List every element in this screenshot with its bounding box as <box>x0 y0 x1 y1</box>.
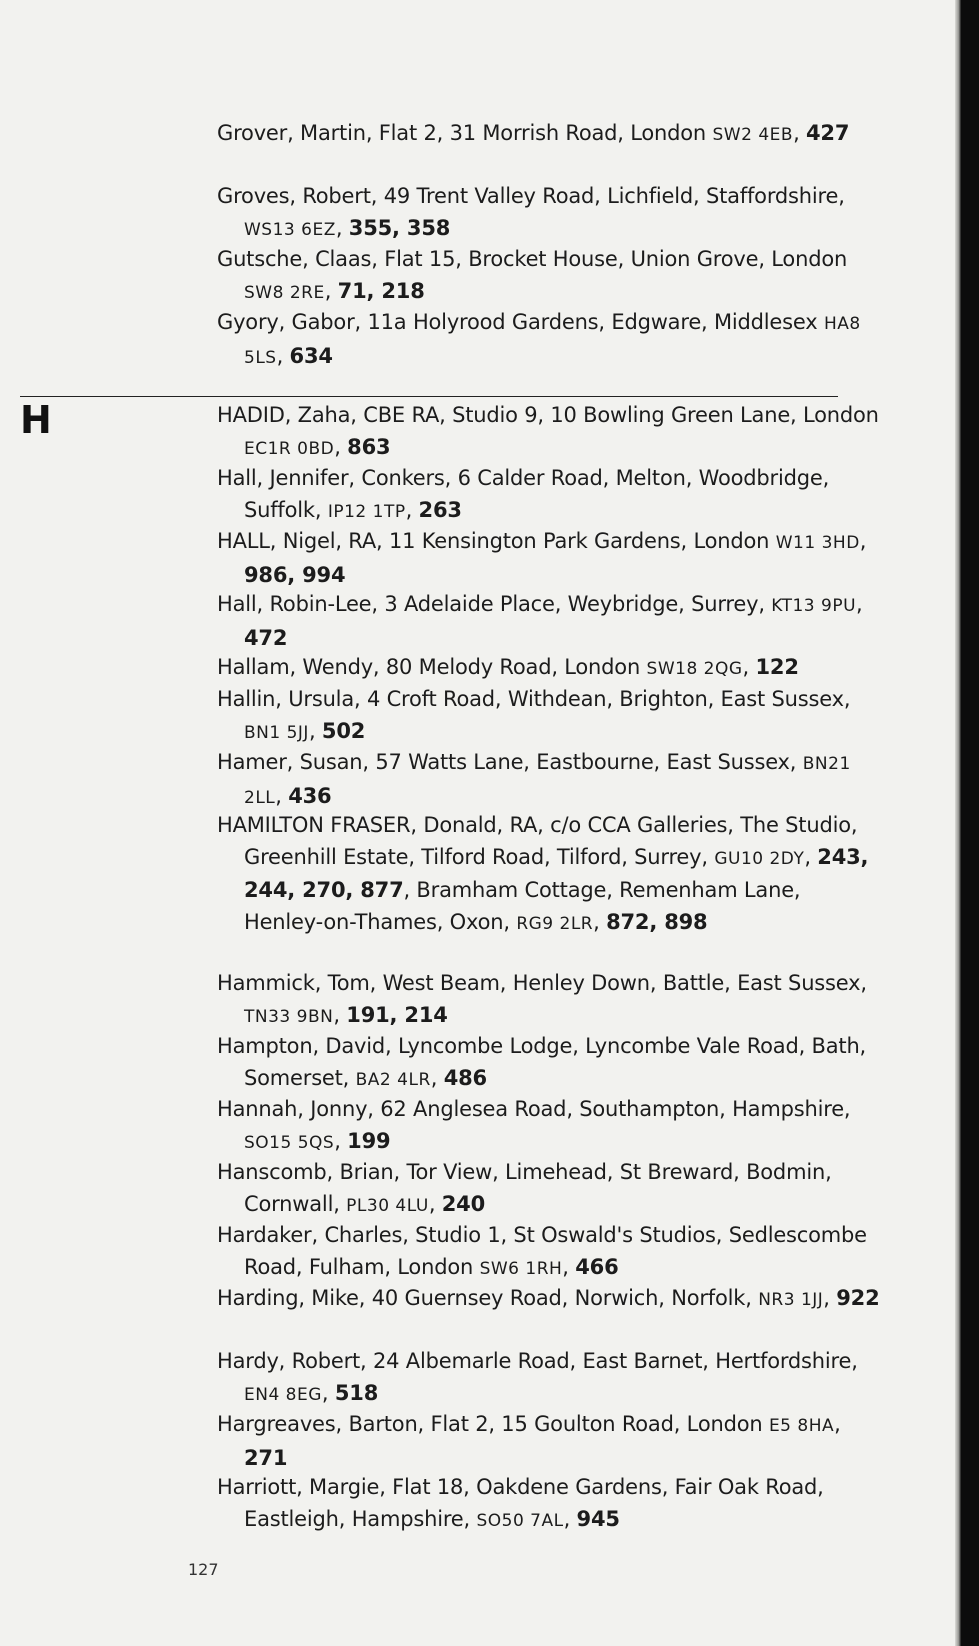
entry-separator: , <box>405 497 419 522</box>
entry-name: Harding, Mike, <box>217 1286 366 1310</box>
entry-address: RA, c/o CCA Galleries, The Studio, Greenhill Estate, Tilford Road, Tilford, Surrey, <box>244 813 858 869</box>
entry-postcode: NR3 1JJ <box>758 1290 824 1310</box>
index-entry <box>217 684 884 749</box>
entry-address: Flat 18, Oakdene Gardens, Fair Oak Road, Eastleigh, Hampshire, <box>244 1475 824 1531</box>
entry-address: Lyncombe Lodge, Lyncombe Vale Road, Bath, Somerset, <box>244 1034 867 1090</box>
entry-address: 4 Croft Road, Withdean, Brighton, East Sussex, <box>360 687 851 711</box>
entry-pages: 518 <box>334 1380 379 1405</box>
entry-second-postcode: RG9 2LR <box>516 913 594 934</box>
entry-separator: , <box>793 121 807 145</box>
entry-name: Hammick, Tom, <box>217 971 377 995</box>
entry-pages: 466 <box>575 1254 619 1279</box>
entry-address: West Beam, Henley Down, Battle, East Sussex, <box>376 971 867 995</box>
entry-pages: 191, 214 <box>346 1002 448 1027</box>
entry-address: 62 Anglesea Road, Southampton, Hampshire, <box>373 1097 851 1121</box>
entry-address: 3 Adelaide Place, Weybridge, Surrey, <box>377 592 772 616</box>
entry-separator: , <box>275 783 289 808</box>
entry-pages: 472 <box>244 625 288 650</box>
entry-postcode: BN1 5JJ <box>244 722 309 743</box>
entry-pages: 863 <box>347 434 391 459</box>
entry-pages: 240 <box>441 1191 486 1216</box>
index-entry <box>217 1472 884 1537</box>
entry-pages: 502 <box>321 718 366 743</box>
index-entry <box>217 118 884 152</box>
entry-separator: , <box>334 1128 348 1153</box>
index-entry <box>217 1346 884 1411</box>
index-entry <box>217 968 884 1033</box>
entry-address: RA, 11 Kensington Park Gardens, London <box>341 529 776 553</box>
entry-second-pages: 872, 898 <box>606 909 708 934</box>
index-entry <box>217 526 884 591</box>
entry-pages: 271 <box>244 1445 288 1470</box>
entry-name: Groves, Robert, <box>217 184 378 208</box>
entry-pages: 122 <box>755 655 799 679</box>
entry-postcode: SW8 2RE <box>244 282 325 303</box>
entry-postcode: PL30 4LU <box>346 1195 429 1216</box>
entry-postcode: W11 3HD <box>775 533 860 553</box>
entry-postcode: SW18 2QG <box>646 659 743 679</box>
entry-separator: , <box>859 529 867 553</box>
entry-separator: , <box>333 1002 347 1027</box>
entry-separator: , <box>563 1506 577 1531</box>
entry-pages: 436 <box>288 783 332 808</box>
entry-separator: , <box>593 909 607 934</box>
entry-name: Grover, Martin, <box>217 121 373 145</box>
entry-postcode: SO15 5QS <box>244 1132 335 1153</box>
entry-name: Hallin, Ursula, <box>217 687 361 711</box>
index-entry <box>217 463 884 528</box>
index-entry <box>217 1031 884 1096</box>
entry-separator: , <box>276 343 290 368</box>
entry-separator: , <box>335 215 349 240</box>
entry-postcode: BA2 4LR <box>355 1069 431 1090</box>
entry-address: Studio 1, St Oswald's Studios, Sedlescombe Road, Fulham, London <box>244 1223 867 1279</box>
entry-address: CBE RA, Studio 9, 10 Bowling Green Lane, London <box>356 403 879 427</box>
page-edge <box>955 0 961 1646</box>
entry-name: Hardaker, Charles, <box>217 1223 409 1247</box>
entry-address: 40 Guernsey Road, Norwich, Norfolk, <box>365 1286 759 1310</box>
entry-name: Harriott, Margie, <box>217 1475 386 1499</box>
entry-pages: 243, 244, 270, 877 <box>244 844 869 902</box>
entry-postcode: BN21 2LL <box>244 754 851 808</box>
entry-pages: 427 <box>806 121 850 145</box>
entry-address: 49 Trent Valley Road, Lichfield, Staffordshire, <box>377 184 845 208</box>
entry-postcode: GU10 2DY <box>714 848 805 869</box>
entry-name: HADID, Zaha, <box>217 403 357 427</box>
index-entry <box>217 1220 884 1285</box>
entry-separator: , <box>823 1286 837 1310</box>
entry-name: Hanscomb, Brian, <box>217 1160 400 1184</box>
entry-name: HAMILTON FRASER, Donald, <box>217 813 503 837</box>
entry-name: Hallam, Wendy, <box>217 655 380 679</box>
entry-postcode: SW6 1RH <box>479 1258 563 1279</box>
index-entry <box>217 244 884 309</box>
entry-address: Flat 2, 31 Morrish Road, London <box>372 121 713 145</box>
entry-pages: 486 <box>443 1065 487 1090</box>
entry-postcode: SO50 7AL <box>476 1510 564 1531</box>
entry-postcode: EN4 8EG <box>244 1384 322 1405</box>
entry-postcode: E5 8HA <box>768 1416 835 1436</box>
index-entry <box>217 1157 884 1222</box>
index-entry <box>217 747 884 814</box>
entry-address: 57 Watts Lane, Eastbourne, East Sussex, <box>368 750 803 774</box>
entry-address: 24 Albemarle Road, East Barnet, Hertfordshire, <box>366 1349 858 1373</box>
index-entry <box>217 652 884 686</box>
entry-postcode: WS13 6EZ <box>244 219 336 240</box>
entry-pages: 263 <box>418 497 462 522</box>
entry-pages: 199 <box>347 1128 391 1153</box>
entry-separator: , <box>321 1380 335 1405</box>
entry-postcode: EC1R 0BD <box>244 438 335 459</box>
index-entry <box>217 1409 884 1474</box>
entry-name: HALL, Nigel, <box>217 529 342 553</box>
entry-address: 80 Melody Road, London <box>379 655 647 679</box>
section-letter: H <box>20 398 52 442</box>
entry-postcode: HA8 5LS <box>244 314 861 368</box>
entry-postcode: SW2 4EB <box>712 125 794 145</box>
index-entry <box>217 1283 884 1317</box>
index-entry <box>217 1094 884 1159</box>
entry-separator: , <box>430 1065 444 1090</box>
entry-name: Hall, Jennifer, <box>217 466 355 490</box>
entry-name: Hannah, Jonny, <box>217 1097 374 1121</box>
entry-postcode: IP12 1TP <box>327 501 406 522</box>
index-entry <box>217 307 884 374</box>
entry-name: Hamer, Susan, <box>217 750 369 774</box>
entry-name: Gyory, Gabor, <box>217 310 361 334</box>
section-divider <box>20 396 838 397</box>
entry-name: Hardy, Robert, <box>217 1349 367 1373</box>
entry-pages: 634 <box>289 343 333 368</box>
entry-address: Conkers, 6 Calder Road, Melton, Woodbridge, Suffolk, <box>244 466 830 522</box>
entry-separator: , <box>334 434 348 459</box>
entry-address: Flat 2, 15 Goulton Road, London <box>424 1412 769 1436</box>
entry-address: Flat 15, Brocket House, Union Grove, London <box>377 247 848 271</box>
entry-separator: , <box>834 1412 841 1436</box>
entry-pages: 71, 218 <box>337 278 425 303</box>
entry-pages: 355, 358 <box>348 215 451 240</box>
entry-separator: , <box>742 655 756 679</box>
index-entry <box>217 400 884 465</box>
entry-separator: , <box>804 844 818 869</box>
entry-name: Hampton, David, <box>217 1034 392 1058</box>
entry-pages: 945 <box>576 1506 620 1531</box>
entry-pages: 986, 994 <box>244 562 346 587</box>
entry-postcode: TN33 9BN <box>244 1006 334 1027</box>
entry-second-address: , Bramham Cottage, Remenham Lane, Henley-on-Thames, Oxon, <box>244 878 801 934</box>
entry-name: Hargreaves, Barton, <box>217 1412 425 1436</box>
entry-name: Hall, Robin-Lee, <box>217 592 378 616</box>
entry-separator: , <box>562 1254 576 1279</box>
entry-separator: , <box>428 1191 442 1216</box>
index-entry <box>217 589 884 654</box>
entry-postcode: KT13 9PU <box>771 596 857 616</box>
entry-name: Gutsche, Claas, <box>217 247 378 271</box>
entry-separator: , <box>308 718 322 743</box>
entry-pages: 922 <box>836 1286 880 1310</box>
entry-address: 11a Holyrood Gardens, Edgware, Middlesex <box>361 310 824 334</box>
index-entry <box>217 181 884 246</box>
entry-address: Tor View, Limehead, St Breward, Bodmin, Cornwall, <box>244 1160 832 1216</box>
entry-separator: , <box>856 592 863 616</box>
entry-separator: , <box>324 278 338 303</box>
index-entry <box>217 810 884 940</box>
page-number: 127 <box>188 1560 219 1579</box>
